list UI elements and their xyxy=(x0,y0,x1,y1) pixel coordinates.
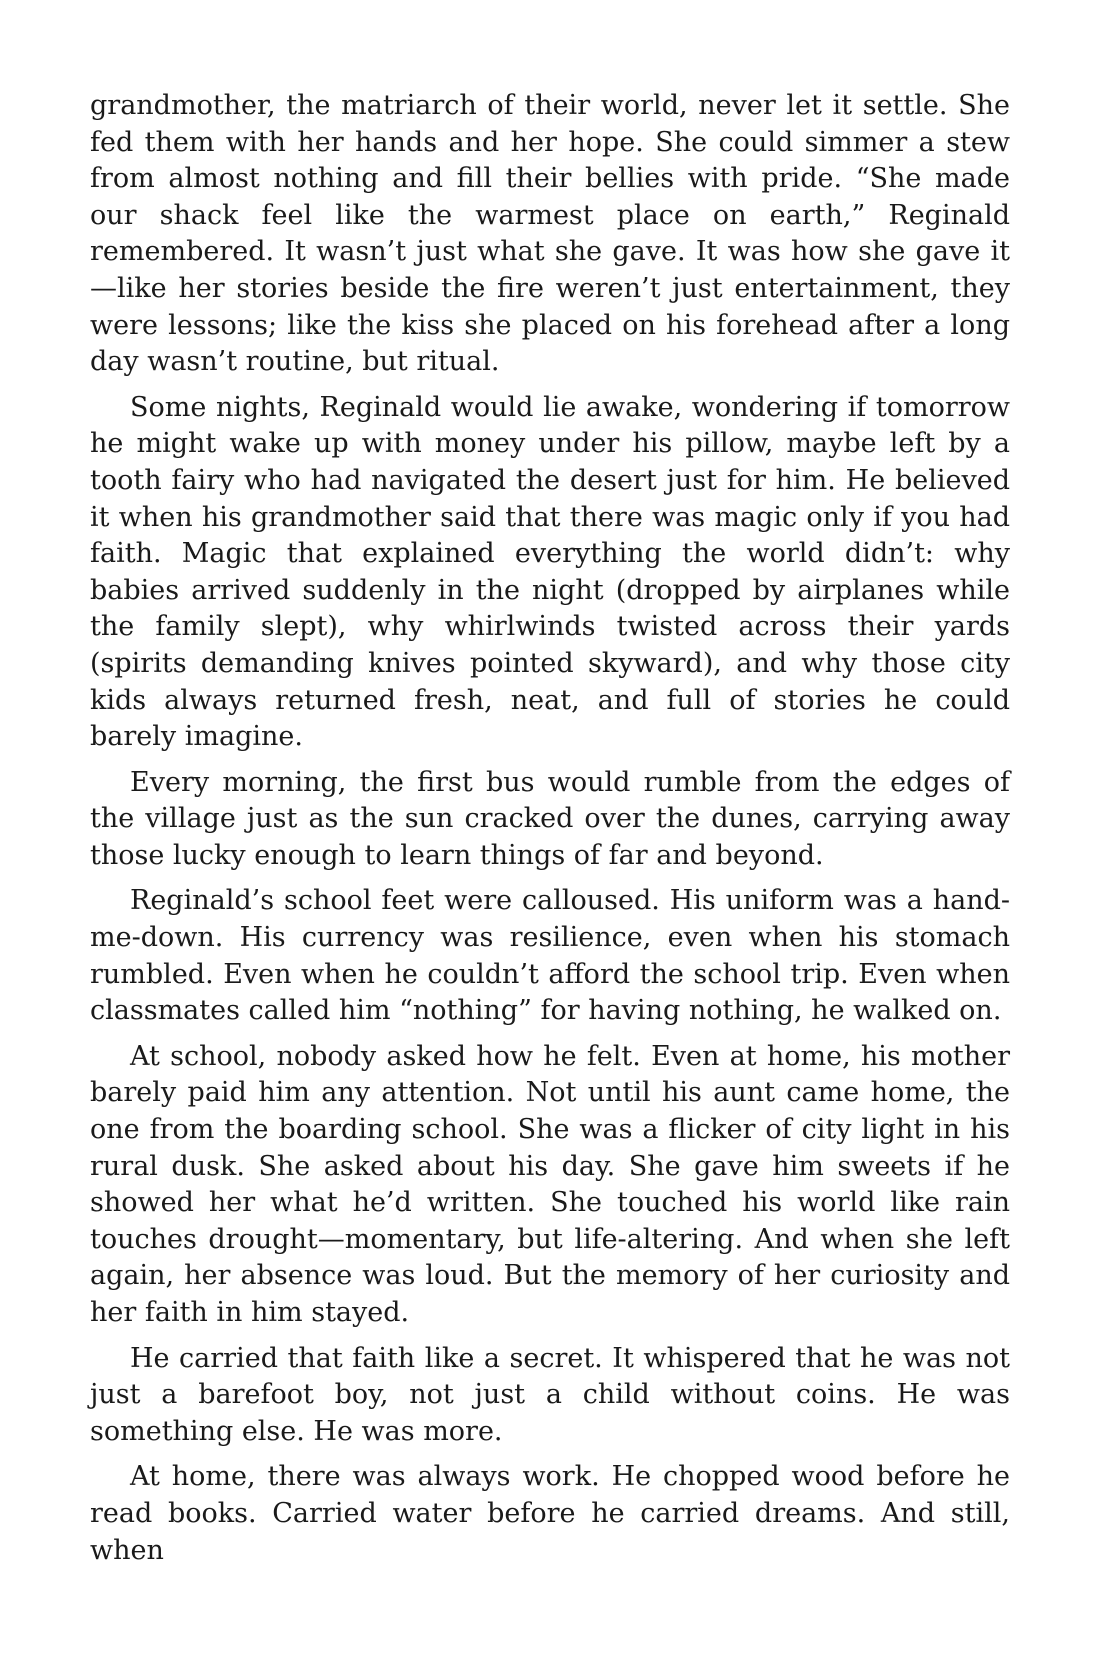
paragraph-2: Some nights, Reginald would lie awake, wondering if tomorrow he might wake up with money under his pillow, maybe left by a tooth fairy who had navigated the desert just for him. He believed it when his grandmother said that there was magic only if you had faith. Magic that explained everything the world didn’t: why babies arrived suddenly in the night (dropped by airplanes while the family slept), why whirlwinds twisted across their yards (spirits demanding knives pointed skyward), and why those city kids always returned fresh, neat, and full of stories he could barely imagine. xyxy=(90,391,1010,753)
paragraph-3: Every morning, the first bus would rumble from the edges of the village just as the sun cracked over the dunes, carrying away those lucky enough to learn things of far and beyond. xyxy=(90,766,1010,871)
page-body xyxy=(90,88,1010,1578)
paragraph-7: At home, there was always work. He chopped wood before he read books. Carried water before he carried dreams. And still, when xyxy=(90,1461,1010,1566)
paragraph-4: Reginald’s school feet were calloused. His uniform was a hand-me-down. His currency was resilience, even when his stomach rumbled. Even when he couldn’t afford the school trip. Even when classmates called him “nothing” for having nothing, he walked on. xyxy=(90,885,1010,1027)
paragraph-1: grandmother, the matriarch of their world, never let it settle. She fed them with her hands and her hope. She could simmer a stew from almost nothing and fill their bellies with pride. “She made our shack feel like the warmest place on earth,” Reginald remembered. It wasn’t just what she gave. It was how she gave it—like her stories beside the fire weren’t just entertainment, they were lessons; like the kiss she placed on his forehead after a long day wasn’t routine, but ritual. xyxy=(90,90,1010,378)
paragraph-6: He carried that faith like a secret. It whispered that he was not just a barefoot boy, not just a child without coins. He was something else. He was more. xyxy=(90,1342,1010,1447)
paragraph-5: At school, nobody asked how he felt. Even at home, his mother barely paid him any attention. Not until his aunt came home, the one from the boarding school. She was a flicker of city light in his rural dusk. She asked about his day. She gave him sweets if he showed her what he’d written. She touched his world like rain touches drought—momentary, but life-altering. And when she left again, her absence was loud. But the memory of her curiosity and her faith in him stayed. xyxy=(90,1040,1010,1328)
